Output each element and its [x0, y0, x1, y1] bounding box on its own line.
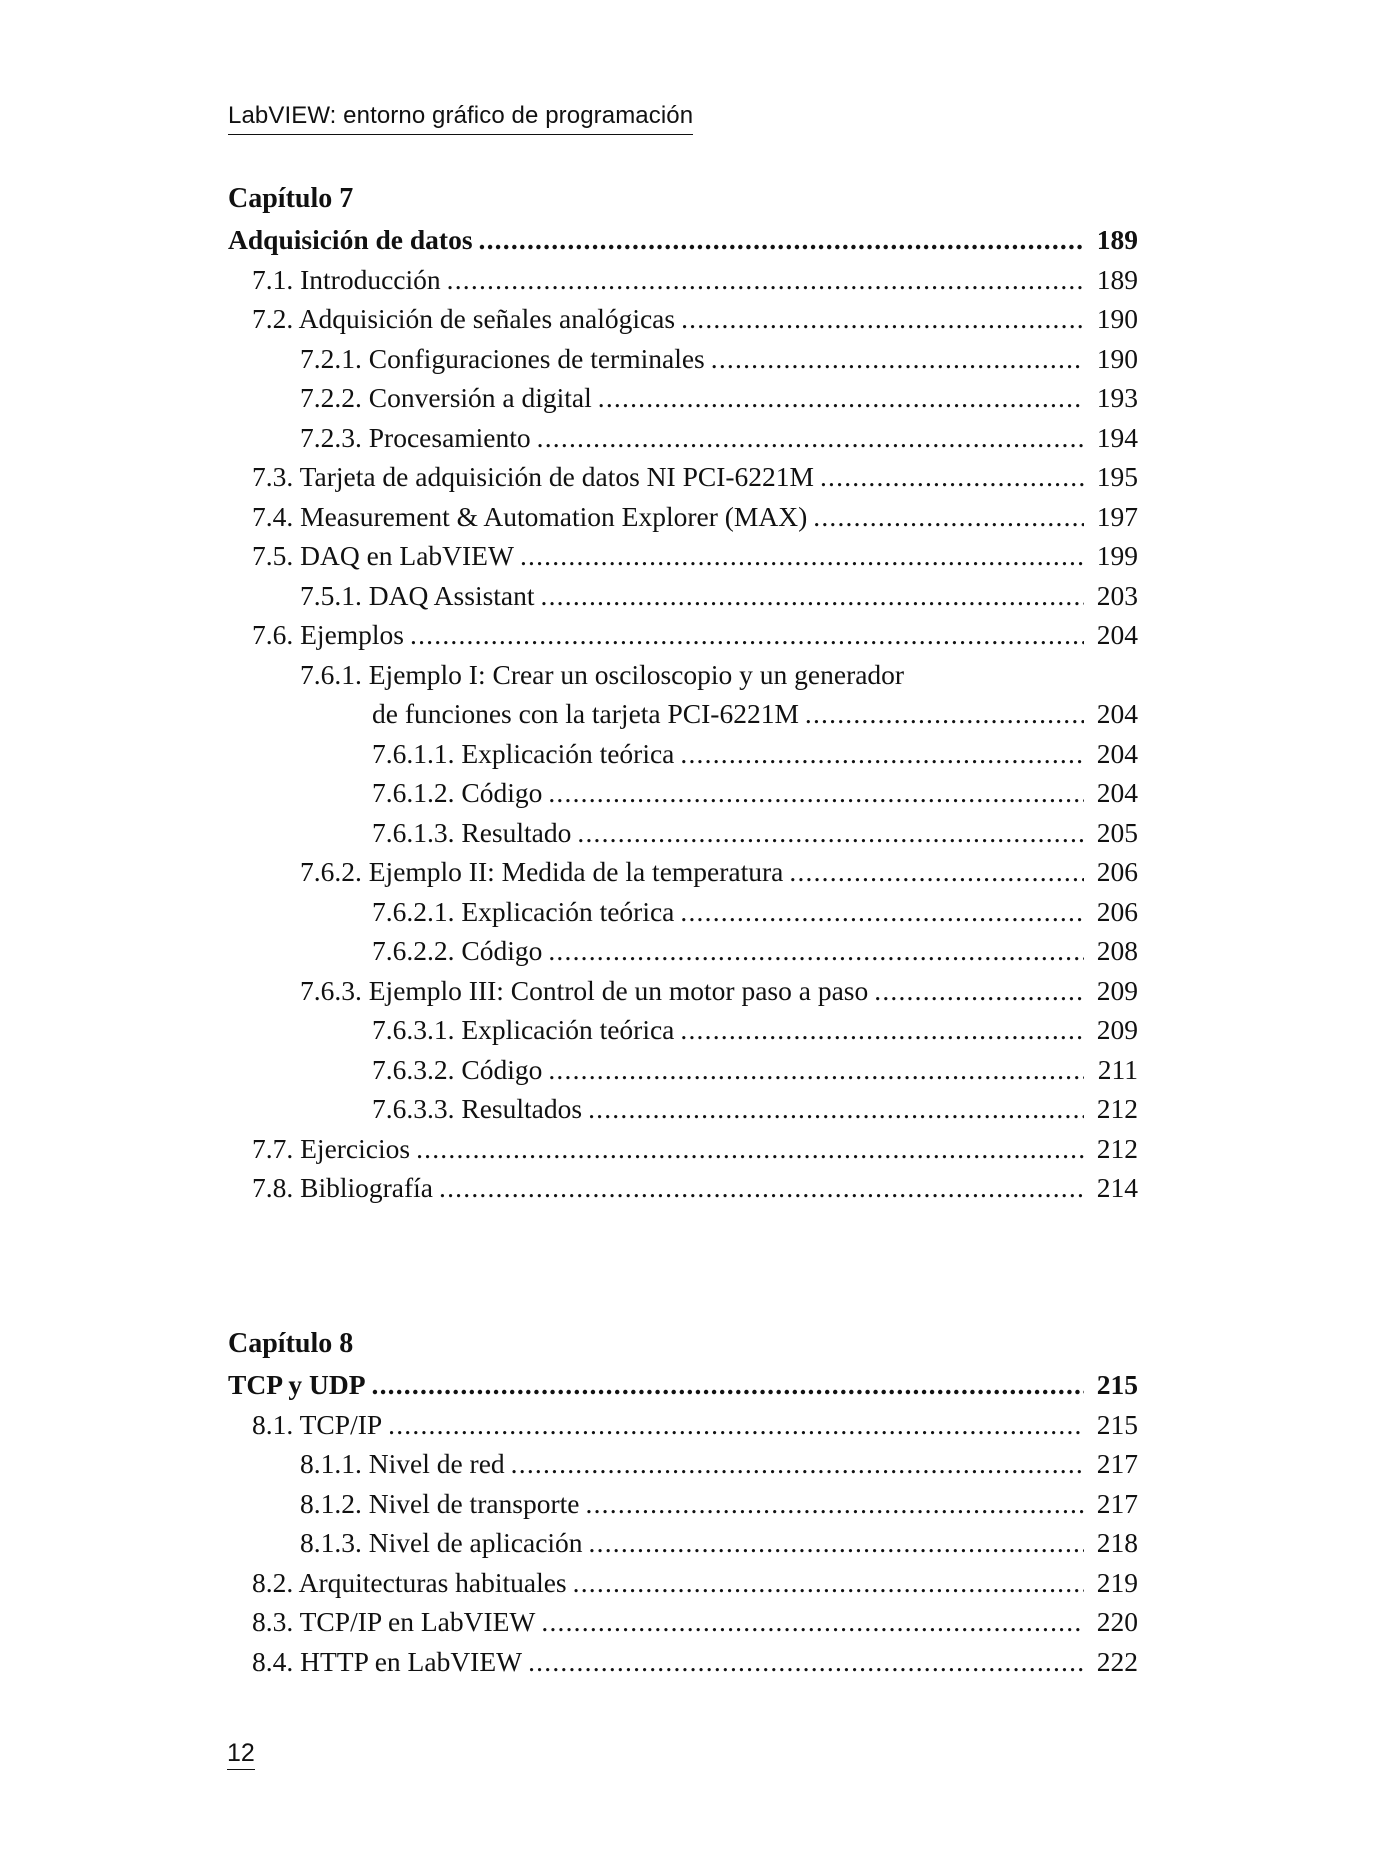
toc-entry-title: 7.5. DAQ en LabVIEW	[252, 540, 514, 571]
toc-entry-title: 7.5.1. DAQ Assistant	[300, 579, 535, 611]
toc-entry	[228, 892, 1138, 932]
toc-entry	[228, 1365, 1138, 1405]
toc-entry	[228, 1010, 1138, 1050]
page-number: 12	[227, 1738, 255, 1770]
toc-entry-page: 204	[1096, 619, 1138, 650]
dot-leader	[416, 1129, 1084, 1169]
dot-leader	[439, 1168, 1084, 1208]
dot-leader	[548, 1050, 1084, 1090]
dot-leader	[541, 1602, 1084, 1642]
toc-entry-title: 7.6.3.2. Código	[372, 1053, 543, 1085]
toc-entry	[228, 536, 1138, 576]
toc-entry	[228, 1602, 1138, 1642]
toc-entry-title: 7.6.2. Ejemplo II: Medida de la temperatura	[300, 856, 784, 887]
toc-entry	[228, 1050, 1138, 1090]
toc-entry	[228, 1129, 1138, 1169]
toc-entry-page: 209	[1096, 974, 1138, 1006]
toc-entry-title: 7.6.1.2. Código	[372, 777, 543, 808]
dot-leader	[586, 1484, 1084, 1524]
dot-leader	[410, 615, 1084, 655]
toc-entry-page: 220	[1096, 1606, 1138, 1637]
toc-entry-page: 218	[1096, 1527, 1138, 1558]
toc-chapter-7	[228, 181, 1138, 1208]
toc-entry-page: 206	[1096, 895, 1138, 927]
toc-entry	[228, 220, 1138, 260]
dot-leader	[874, 971, 1084, 1011]
toc-entry	[228, 694, 1138, 734]
toc-entry-page: 204	[1096, 737, 1138, 769]
toc-entry-page: 190	[1096, 303, 1138, 334]
toc-entry-title: 7.6.3.1. Explicación teórica	[372, 1014, 675, 1045]
toc-entry	[228, 576, 1138, 616]
toc-entry	[228, 813, 1138, 853]
toc-entry-page: 217	[1096, 1448, 1138, 1479]
toc-entry	[228, 457, 1138, 497]
dot-leader	[680, 734, 1084, 774]
dot-leader	[548, 931, 1084, 971]
dot-leader	[541, 576, 1084, 616]
running-header: LabVIEW: entorno gráfico de programación	[228, 101, 693, 135]
toc-entry-title: 7.6.3. Ejemplo III: Control de un motor paso a paso	[300, 974, 869, 1006]
toc-entry-title: 8.1.3. Nivel de aplicación	[300, 1527, 583, 1558]
toc-entry	[228, 734, 1138, 774]
toc-entry-page: 195	[1096, 461, 1138, 492]
chapter-label: Capítulo 8	[228, 1328, 354, 1359]
toc-entry-page: 212	[1096, 1093, 1138, 1124]
toc-entry-title: 8.2. Arquitecturas habituales	[252, 1566, 567, 1598]
dot-leader	[805, 694, 1084, 734]
toc-entry	[228, 1444, 1138, 1484]
dot-leader	[588, 1089, 1084, 1129]
dot-leader	[680, 892, 1084, 932]
toc-entry-page: 214	[1096, 1172, 1138, 1203]
toc-entry-page: 209	[1096, 1014, 1138, 1045]
toc-entry	[228, 378, 1138, 418]
toc-entry-page: 193	[1096, 382, 1138, 413]
toc-rows	[228, 1365, 1138, 1681]
dot-leader	[548, 773, 1084, 813]
toc-entry	[228, 1405, 1138, 1445]
toc-entry	[228, 931, 1138, 971]
dot-leader	[528, 1642, 1084, 1682]
toc-entry	[228, 655, 1138, 695]
toc-chapter-8	[228, 1326, 1138, 1681]
toc-entry	[228, 615, 1138, 655]
toc-entry-title: 8.1.2. Nivel de transporte	[300, 1487, 580, 1519]
toc-entry-page: 203	[1096, 579, 1138, 611]
toc-entry	[228, 852, 1138, 892]
dot-leader	[447, 260, 1084, 300]
toc-entry-title: 7.6.1.3. Resultado	[372, 816, 572, 848]
toc-entry-title: 7.6.1.1. Explicación teórica	[372, 737, 675, 769]
dot-leader	[577, 813, 1084, 853]
toc-entry-title: 7.6.2.2. Código	[372, 935, 543, 966]
toc-entry-page: 217	[1096, 1487, 1138, 1519]
chapter-label: Capítulo 7	[228, 183, 354, 214]
toc-entry-title: 7.4. Measurement & Automation Explorer (MAX)	[252, 500, 808, 532]
toc-entry-page: 194	[1096, 421, 1138, 453]
toc-entry-page: 215	[1096, 1369, 1138, 1400]
toc-entry	[228, 1563, 1138, 1603]
toc-entry	[228, 418, 1138, 458]
toc-rows	[228, 220, 1138, 1208]
toc-entry-page: 215	[1096, 1408, 1138, 1440]
toc-entry	[228, 497, 1138, 537]
dot-leader	[813, 497, 1084, 537]
toc-entry-title: 8.3. TCP/IP en LabVIEW	[252, 1606, 536, 1637]
toc-entry	[228, 1484, 1138, 1524]
toc-entry-title: 8.4. HTTP en LabVIEW	[252, 1645, 523, 1677]
dot-leader	[711, 339, 1084, 379]
toc-entry-title: 7.2. Adquisición de señales analógicas	[252, 303, 676, 334]
toc-entry	[228, 260, 1138, 300]
dot-leader	[789, 852, 1084, 892]
dot-leader	[589, 1523, 1084, 1563]
toc-entry-page: 219	[1096, 1566, 1138, 1598]
toc-entry-title: 7.8. Bibliografía	[252, 1172, 434, 1203]
dot-leader	[573, 1563, 1084, 1603]
dot-leader	[680, 1010, 1084, 1050]
toc-entry-title: 7.6.2.1. Explicación teórica	[372, 895, 675, 927]
toc-entry-title: 7.2.1. Configuraciones de terminales	[300, 342, 705, 374]
toc-entry-page: 204	[1096, 698, 1138, 729]
toc-entry	[228, 299, 1138, 339]
toc-entry-title: 7.1. Introducción	[252, 263, 441, 295]
toc-entry	[228, 1089, 1138, 1129]
toc-entry	[228, 1523, 1138, 1563]
toc-entry-page: 190	[1096, 342, 1138, 374]
dot-leader	[598, 378, 1084, 418]
dot-leader	[372, 1365, 1085, 1405]
toc-entry-title: 7.6.1. Ejemplo I: Crear un osciloscopio y un generador	[300, 658, 905, 690]
toc-entry-title: de funciones con la tarjeta PCI-6221M	[372, 698, 799, 729]
toc-entry-page: 211	[1097, 1053, 1138, 1085]
toc-entry-page: 206	[1096, 856, 1138, 887]
toc-entry	[228, 773, 1138, 813]
toc-entry-page: 212	[1096, 1132, 1138, 1164]
toc-entry-title: 7.7. Ejercicios	[252, 1132, 411, 1164]
toc-entry-page: 208	[1096, 935, 1138, 966]
toc-entry	[228, 1168, 1138, 1208]
toc-entry-title: 8.1.1. Nivel de red	[300, 1448, 505, 1479]
dot-leader	[479, 220, 1084, 260]
toc-entry-page: 189	[1096, 224, 1138, 255]
toc-entry	[228, 971, 1138, 1011]
dot-leader	[520, 536, 1084, 576]
toc-entry-title: 8.1. TCP/IP	[252, 1408, 383, 1440]
toc-entry	[228, 339, 1138, 379]
toc-entry-title: Adquisición de datos	[228, 224, 473, 255]
dot-leader	[511, 1444, 1084, 1484]
dot-leader	[820, 457, 1084, 497]
toc-entry-title: 7.3. Tarjeta de adquisición de datos NI PCI-6221M	[252, 461, 814, 492]
toc-entry-title: TCP y UDP	[228, 1369, 366, 1400]
dot-leader	[681, 299, 1084, 339]
toc-entry-page: 197	[1096, 500, 1138, 532]
toc-entry-page: 199	[1096, 540, 1138, 571]
toc-entry	[228, 1642, 1138, 1682]
toc-entry-title: 7.2.2. Conversión a digital	[300, 382, 592, 413]
toc-entry-title: 7.2.3. Procesamiento	[300, 421, 531, 453]
toc-entry-page: 204	[1096, 777, 1138, 808]
toc-entry-title: 7.6.3.3. Resultados	[372, 1093, 583, 1124]
dot-leader	[537, 418, 1084, 458]
toc-entry-page: 205	[1096, 816, 1138, 848]
toc-entry-title: 7.6. Ejemplos	[252, 619, 405, 650]
toc-entry-page: 222	[1096, 1645, 1138, 1677]
dot-leader	[388, 1405, 1084, 1445]
toc-entry-page: 189	[1096, 263, 1138, 295]
